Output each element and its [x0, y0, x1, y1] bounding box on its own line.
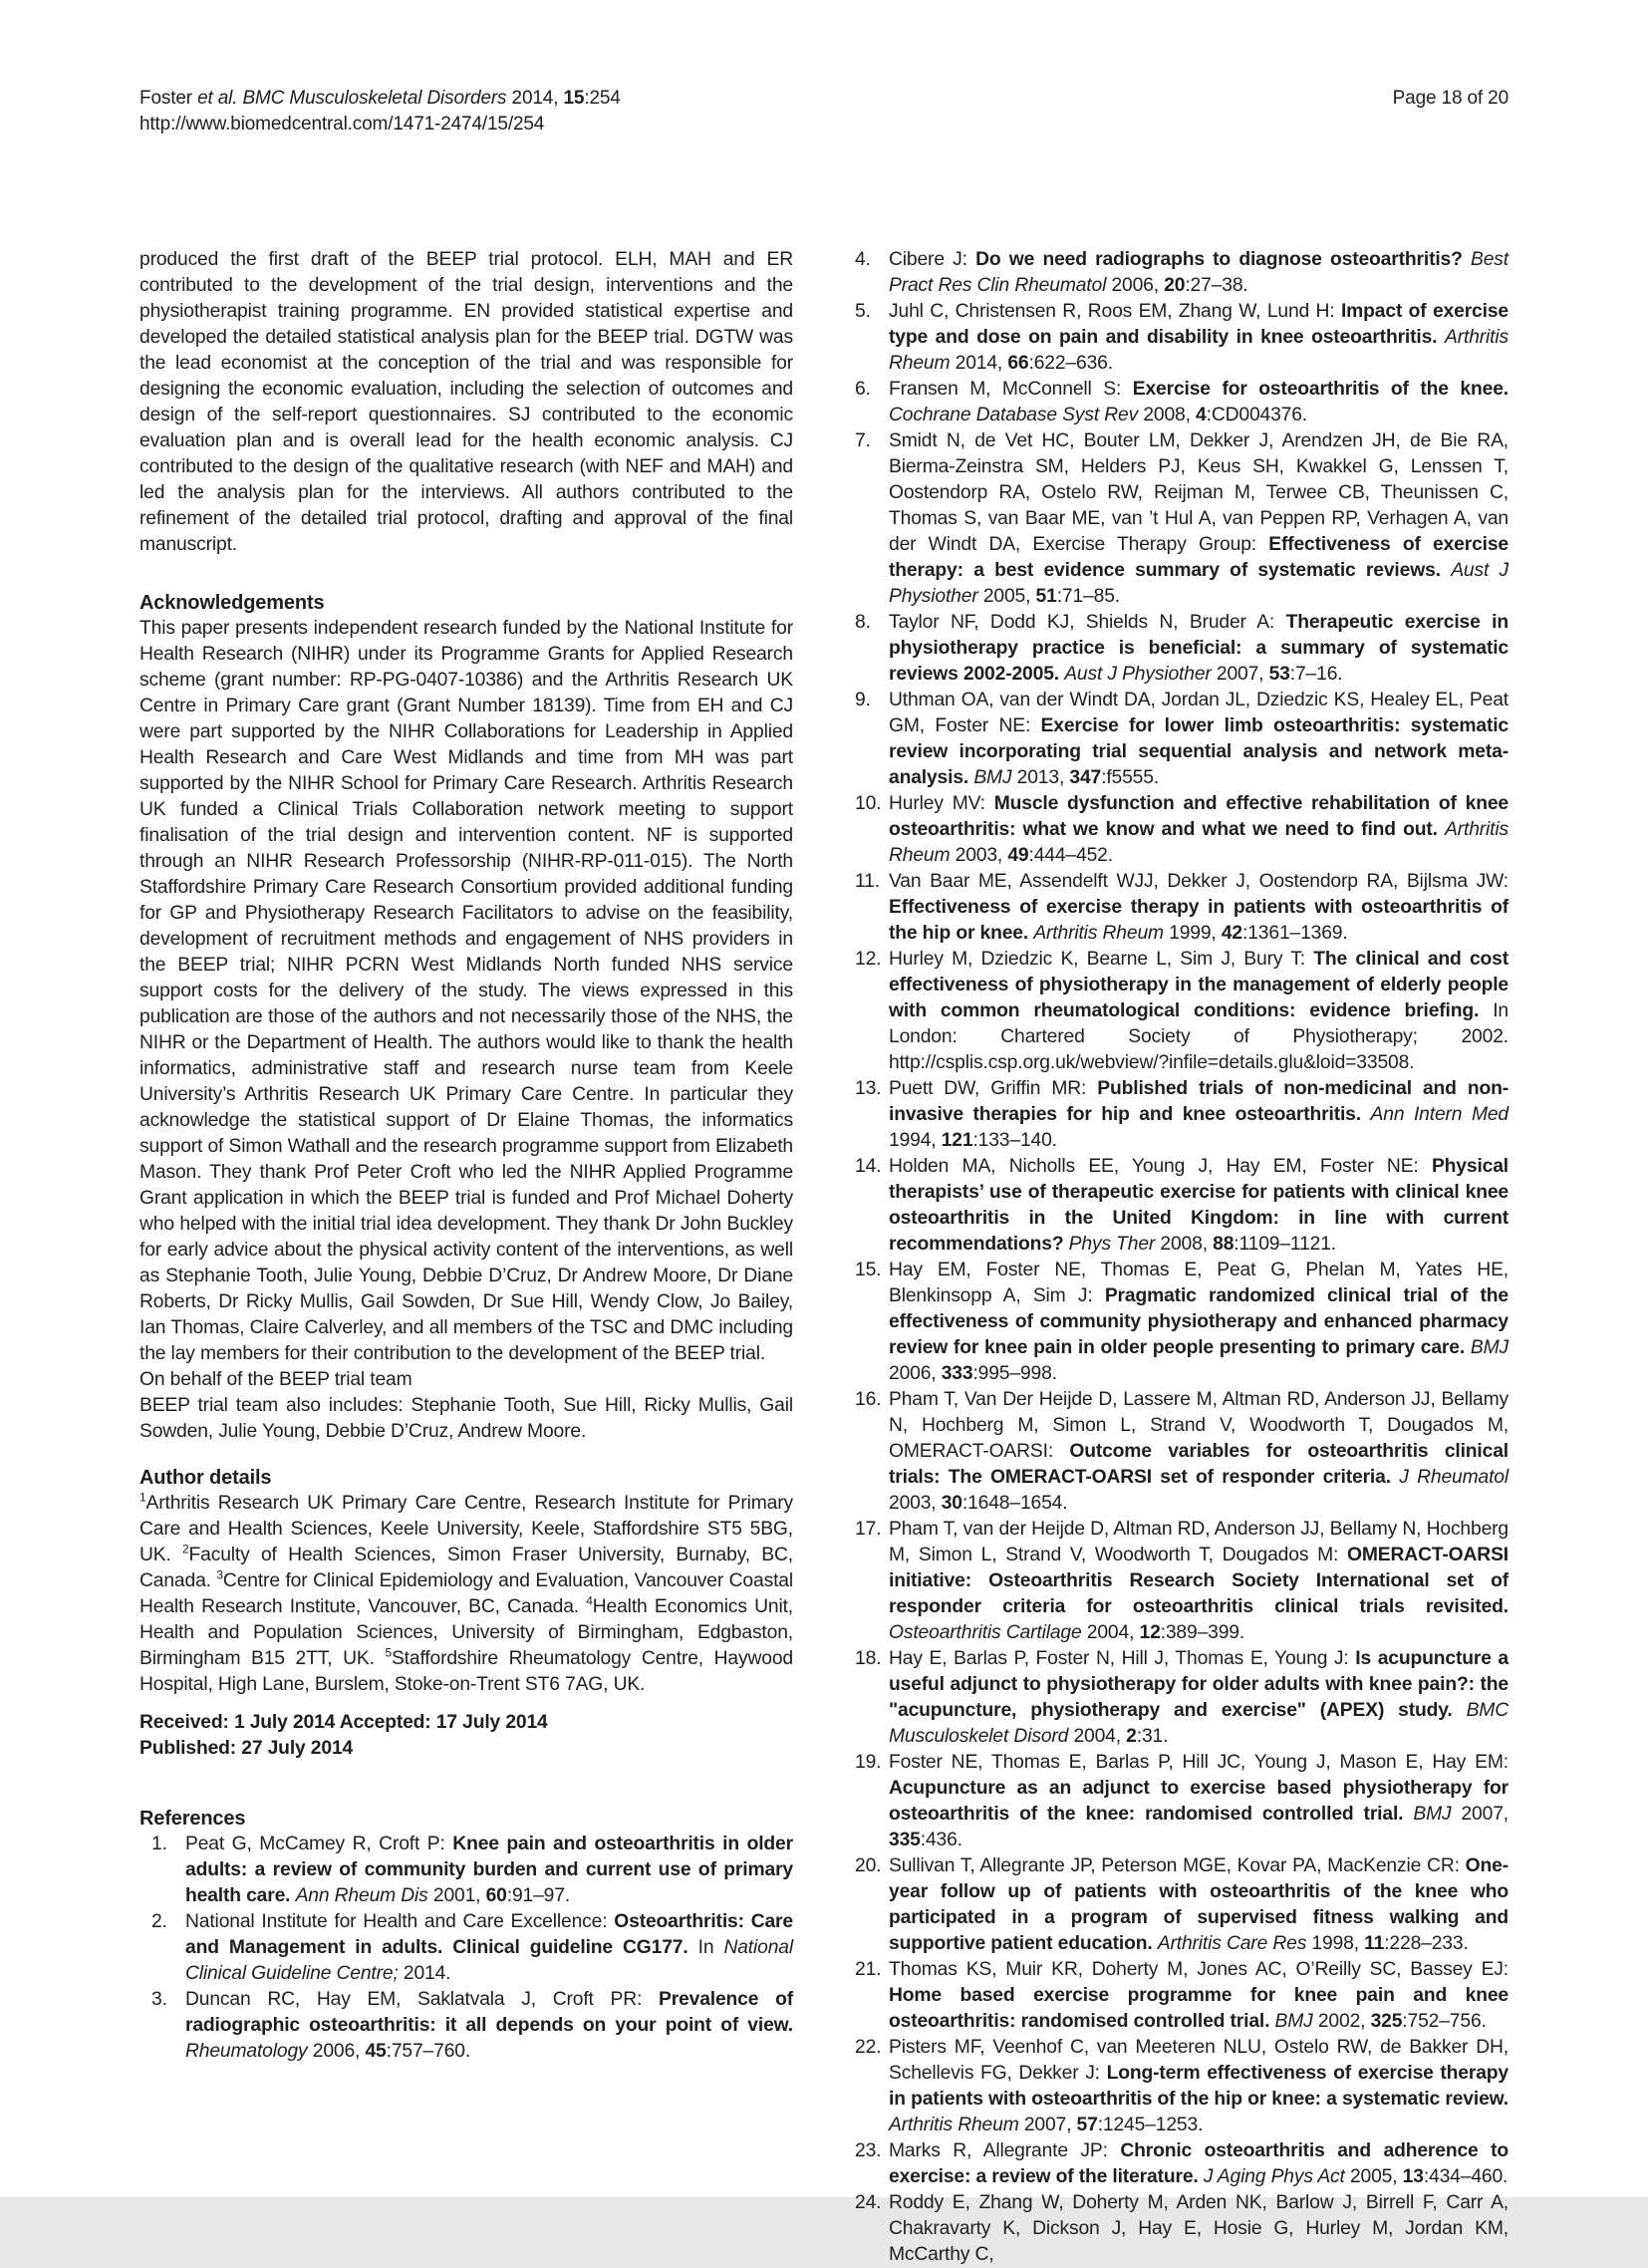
text-segment: 2014, [506, 88, 564, 109]
text-segment: OMERACT-OARSI initiative: Osteoarthritis Research Society International set of responder criteria for osteoarthritis clinical trials revisited. [889, 1545, 1509, 1617]
text-segment: 88 [1213, 1234, 1235, 1255]
page-number-label: Page 18 of 20 [1392, 88, 1509, 109]
reference-text [889, 610, 1509, 688]
text-segment: 57 [1076, 2115, 1098, 2135]
text-segment: Uthman OA, van der Windt DA, Jordan JL, Dziedzic KS, Healey EL, Peat GM, Foster NE: [889, 690, 1509, 736]
text-segment: 2003, [889, 1493, 942, 1514]
text-segment: Ann Rheum Dis [295, 1885, 433, 1906]
reference-text [185, 1987, 793, 2065]
reference-text [889, 1853, 1509, 1957]
text-segment: Exercise for osteoarthritis of the knee. [1132, 379, 1509, 400]
text-segment: Do we need radiographs to diagnose osteoarthritis? [975, 249, 1472, 270]
text-segment: Pisters MF, Veenhof C, van Meeteren NLU, Ostelo RW, de Bakker DH, Schellevis FG, Dekker J: [889, 2037, 1509, 2084]
text-segment: :91–97. [506, 1885, 571, 1906]
text-segment: Hay EM, Foster NE, Thomas E, Peat G, Phelan M, Yates HE, Blenkinsopp A, Sim J: [889, 1260, 1509, 1306]
text-segment: Peat G, McCamey R, Croft P: [185, 1834, 453, 1854]
reference-item [843, 377, 1509, 428]
reference-text [889, 688, 1509, 791]
text-segment: Muscle dysfunction and effective rehabilitation of knee osteoarthritis: what we know and what we need to find out. [889, 793, 1509, 840]
affiliations-paragraph [139, 1491, 793, 1698]
text-segment: Published trials of non-medicinal and non-invasive therapies for hip and knee osteoarthritis. [889, 1078, 1509, 1125]
text-segment: 335 [889, 1830, 921, 1850]
reference-number: 3. [151, 1989, 167, 2010]
text-segment: 66 [1007, 353, 1029, 374]
reference-text [889, 2138, 1509, 2190]
text-segment: :752–756. [1402, 2011, 1487, 2032]
text-segment: :71–85. [1056, 586, 1120, 607]
text-segment: :31. [1136, 1726, 1169, 1747]
text-segment: In London: Chartered Society of Physiotherapy; 2002. http://csplis.csp.org.uk/webview/?infile=details.glu&loid=33508. [889, 1000, 1509, 1073]
reference-text [889, 1258, 1509, 1387]
text-segment: 42 [1221, 923, 1243, 944]
text-segment: :444–452. [1028, 845, 1113, 866]
reference-item [843, 1517, 1509, 1646]
text-segment: Arthritis Rheum [889, 2115, 1024, 2135]
text-segment: 60 [485, 1885, 507, 1906]
text-segment: Holden MA, Nicholls EE, Young J, Hay EM, Foster NE: [889, 1156, 1432, 1177]
text-segment: 30 [941, 1493, 962, 1514]
text-segment: 325 [1370, 2011, 1403, 2032]
affiliation-superscript: 1 [139, 1490, 146, 1505]
affiliation-superscript: 2 [182, 1542, 189, 1557]
text-segment: 12 [1139, 1622, 1161, 1643]
text-segment: :1648–1654. [961, 1493, 1068, 1514]
reference-item [843, 947, 1509, 1076]
reference-text [889, 1076, 1509, 1154]
text-segment: Hurley MV: [889, 793, 994, 814]
reference-text [889, 1750, 1509, 1853]
reference-text [889, 428, 1509, 610]
reference-number: 6. [855, 379, 871, 400]
text-segment: Taylor NF, Dodd KJ, Shields N, Bruder A: [889, 612, 1286, 633]
reference-number: 14. [855, 1156, 882, 1177]
reference-number: 10. [855, 793, 882, 814]
text-segment: 11 [1364, 1933, 1385, 1954]
text-segment: Duncan RC, Hay EM, Saklatvala J, Croft PR: [185, 1989, 659, 2010]
references-heading: References [139, 1808, 246, 1830]
reference-number: 21. [855, 1959, 882, 1980]
text-segment: :1361–1369. [1242, 923, 1348, 944]
text-segment: Pragmatic randomized clinical trial of the effectiveness of community physiotherapy and enhanced pharmacy review for knee pain in older people presenting to primary care. [889, 1285, 1509, 1358]
reference-number: 5. [855, 301, 871, 322]
reference-number: 24. [855, 2192, 882, 2213]
text-segment: 2013, [1016, 767, 1070, 788]
reference-item [139, 1832, 793, 1909]
text-segment: Faculty of Health Sciences, Simon Fraser University, Burnaby, BC, Canada. [139, 1545, 793, 1591]
reference-text [889, 377, 1509, 428]
text-segment: 333 [941, 1363, 973, 1384]
reference-item [843, 791, 1509, 869]
text-segment: 53 [1268, 664, 1290, 685]
reference-number: 7. [855, 430, 871, 451]
text-segment: 2007, [1461, 1804, 1509, 1825]
text-segment: 1994, [889, 1130, 942, 1151]
text-segment: Chronic osteoarthritis and adherence to exercise: a review of the literature. [889, 2140, 1509, 2187]
text-segment: National Clinical Guideline Centre; [185, 1937, 793, 1984]
text-segment: :228–233. [1384, 1933, 1469, 1954]
published-line: Published: 27 July 2014 [139, 1738, 354, 1759]
text-segment: Aust J Physiother [1064, 664, 1217, 685]
text-segment: Osteoarthritis Cartilage [889, 1622, 1087, 1643]
text-segment: 121 [941, 1130, 973, 1151]
text-segment: Fransen M, McConnell S: [889, 379, 1133, 400]
reference-item [843, 2035, 1509, 2138]
text-segment: :CD004376. [1206, 405, 1308, 425]
text-segment: 2007, [1216, 664, 1269, 685]
text-segment: :1245–1253. [1097, 2115, 1204, 2135]
reference-list-left [139, 1832, 793, 2065]
left-column [139, 247, 793, 2268]
right-column [843, 247, 1509, 2268]
text-segment: :757–760. [386, 2041, 471, 2062]
acknowledgements-heading: Acknowledgements [139, 592, 325, 614]
text-segment: BMJ [973, 767, 1017, 788]
text-segment: In [697, 1937, 724, 1958]
text-segment: Roddy E, Zhang W, Doherty M, Arden NK, Barlow J, Birrell F, Carr A, Chakravarty K, Dickson J, Hay E, Hosie G, Hurley M, Jordan KM, McCarthy C, [889, 2192, 1509, 2265]
text-segment: Is acupuncture a useful adjunct to physiotherapy for older adults with knee pain?: the "acupuncture, physiotherapy and exercise" (APEX) study. [889, 1648, 1509, 1721]
reference-text [185, 1832, 793, 1909]
text-segment: Hurley M, Dziedzic K, Bearne L, Sim J, Bury T: [889, 949, 1314, 970]
reference-text [889, 1957, 1509, 2035]
text-segment: Smidt N, de Vet HC, Bouter LM, Dekker J, Arendzen JH, de Bie RA, Bierma-Zeinstra SM, Helders PJ, Keus SH, Kwakkel G, Lenssen T, Oostendorp RA, Ostelo RW, Reijman M, Terwee CB, Theunissen C, Thomas S, van Baar ME, van ’t Hul A, van Peppen RP, Verhagen A, van der Windt DA, Exercise Therapy Group: [889, 430, 1509, 555]
reference-number: 23. [855, 2140, 882, 2161]
text-segment: :27–38. [1185, 275, 1248, 296]
two-column-body [139, 247, 1509, 2268]
text-segment: J Aging Phys Act [1203, 2166, 1350, 2187]
affiliation-superscript: 5 [385, 1645, 392, 1660]
text-segment: 2014, [955, 353, 1008, 374]
text-segment: :434–460. [1423, 2166, 1509, 2187]
affiliation-superscript: 4 [586, 1593, 593, 1608]
reference-item [139, 1909, 793, 1987]
text-segment: BMJ [1470, 1337, 1509, 1358]
reference-text [889, 791, 1509, 869]
text-segment: Effectiveness of exercise therapy: a best evidence summary of systematic reviews. [889, 534, 1509, 581]
reference-item [843, 247, 1509, 299]
page-header [139, 86, 1509, 138]
text-segment: :133–140. [972, 1130, 1057, 1151]
text-segment: Exercise for lower limb osteoarthritis: systematic review incorporating trial sequential analysis and network meta-analysis. [889, 715, 1509, 788]
text-segment: BMJ [1274, 2011, 1318, 2032]
text-segment: 13 [1402, 2166, 1424, 2187]
text-segment: Foster NE, Thomas E, Barlas P, Hill JC, Young J, Mason E, Hay EM: [889, 1752, 1509, 1773]
reference-number: 12. [855, 949, 882, 970]
reference-text [889, 299, 1509, 377]
text-segment: 2 [1126, 1726, 1137, 1747]
text-segment: :1109–1121. [1234, 1234, 1336, 1255]
text-segment: Health Economics Unit, Health and Population Sciences, University of Birmingham, Edgbaston, Birmingham B15 2TT, UK. [139, 1596, 793, 1669]
text-segment: Cochrane Database Syst Rev [889, 405, 1144, 425]
text-segment: Staffordshire Rheumatology Centre, Haywood Hospital, High Lane, Burslem, Stoke-on-Trent ST6 7AG, UK. [139, 1648, 793, 1695]
reference-item [843, 1258, 1509, 1387]
text-segment: :995–998. [972, 1363, 1057, 1384]
text-segment: :254 [584, 88, 621, 109]
text-segment: :622–636. [1028, 353, 1113, 374]
text-segment: Arthritis Rheum [889, 819, 1509, 866]
reference-item [843, 1750, 1509, 1853]
text-segment: 2006, [312, 2041, 366, 2062]
received-accepted-line: Received: 1 July 2014 Accepted: 17 July 2014 [139, 1712, 548, 1733]
text-segment: 20 [1164, 275, 1186, 296]
text-segment: :389–399. [1160, 1622, 1245, 1643]
text-segment: 1998, [1311, 1933, 1365, 1954]
text-segment: Therapeutic exercise in physiotherapy practice is beneficial: a summary of systematic reviews 2002-2005. [889, 612, 1509, 685]
text-segment: 1999, [1169, 923, 1222, 944]
behalf-line: On behalf of the BEEP trial team [139, 1369, 412, 1390]
reference-text [889, 2190, 1509, 2268]
reference-text [185, 1909, 793, 1987]
text-segment: 4 [1196, 405, 1207, 425]
text-segment: Home based exercise programme for knee pain and knee osteoarthritis: randomised controlled trial. [889, 1985, 1509, 2032]
text-segment: Best Pract Res Clin Rheumatol [889, 249, 1509, 296]
reference-text [889, 1154, 1509, 1258]
text-segment: Prevalence of radiographic osteoarthritis: it all depends on your point of view. [185, 1989, 793, 2036]
reference-item [843, 299, 1509, 377]
text-segment: J Rheumatol [1399, 1467, 1510, 1488]
reference-list-right [843, 247, 1509, 2268]
reference-number: 11. [855, 871, 880, 892]
reference-number: 4. [855, 249, 871, 270]
text-segment: 2008, [1160, 1234, 1214, 1255]
text-segment: 347 [1069, 767, 1102, 788]
text-segment: 2004, [1073, 1726, 1127, 1747]
text-segment: et al. BMC Musculoskeletal Disorders [197, 88, 507, 109]
affiliation-superscript: 3 [216, 1567, 223, 1582]
reference-text [889, 869, 1509, 947]
trial-team-line: BEEP trial team also includes: Stephanie Tooth, Sue Hill, Ricky Mullis, Gail Sowden, Julie Young, Debbie D’Cruz, Andrew Moore. [139, 1395, 793, 1442]
reference-item [139, 1987, 793, 2065]
reference-text [889, 947, 1509, 1076]
acknowledgements-paragraph: This paper presents independent research funded by the National Institute for Health Research (NIHR) under its Programme Grants for Applied Research scheme (grant number: RP-PG-0407-10386) and the Arthritis Research UK Centre in Primary Care grant (Grant Number 18139). Time from EH and CJ were part supported by the NIHR Collaborations for Leadership in Applied Health Research and Care West Midlands and time from MH was part supported by the NIHR School for Primary Care Research. Arthritis Research UK funded a Clinical Trials Collaboration network meeting to support finalisation of the trial design and intervention content. NF is supported through an NIHR Research Professorship (NIHR-RP-011-015). The North Staffordshire Primary Care Research Consortium provided additional funding for GP and Physiotherapy Research Facilitators to advise on the feasibility, development of recruitment methods and engagement of NHS providers in the BEEP trial; NIHR PCRN West Midlands North funded NHS service support costs for the delivery of the study. The views expressed in this publication are those of the authors and not necessarily those of the NHS, the NIHR or the Department of Health. The authors would like to thank the health informatics, administrative staff and research nurse team from Keele University’s Arthritis Research UK Primary Care Centre. In particular they acknowledge the statistical support of Dr Elaine Thomas, the informatics support of Simon Wathall and the research programme support from Elizabeth Mason. They thank Prof Peter Croft who led the NIHR Applied Programme Grant application in which the BEEP trial is funded and Prof Michael Doherty who helped with the initial trial idea development. They thank Dr John Buckley for early advice about the physical activity content of the interventions, as well as Stephanie Tooth, Julie Young, Debbie D’Cruz, Dr Andrew Moore, Dr Diane Roberts, Dr Ricky Mullis, Gail Sowden, Dr Sue Hill, Wendy Clow, Jo Bailey, Ian Thomas, Claire Calverley, and all members of the TSC and DMC including the lay members for their contribution to the development of the BEEP trial. [139, 618, 793, 1364]
text-segment: The clinical and cost effectiveness of physiotherapy in the management of elderly people with common rheumatological conditions: evidence briefing. [889, 949, 1509, 1021]
text-segment: Phys Ther [1068, 1234, 1161, 1255]
reference-number: 2. [151, 1911, 167, 1932]
text-segment: 2014. [403, 1963, 451, 1984]
reference-number: 18. [855, 1648, 882, 1669]
authors-contributions-paragraph: produced the first draft of the BEEP trial protocol. ELH, MAH and ER contributed to the development of the trial design, interventions and the physiotherapist training programme. EN provided statistical expertise and developed the detailed statistical analysis plan for the BEEP trial. DGTW was the lead economist at the conception of the trial and was responsible for designing the economic evaluation, including the selection of outcomes and design of the self-report questionnaires. SJ contributed to the economic evaluation plan and is overall lead for the health economic analysis. CJ contributed to the design of the qualitative research (with NEF and MAH) and led the analysis plan for the interviews. All authors contributed to the refinement of the detailed trial protocol, drafting and approval of the final manuscript. [139, 249, 793, 555]
text-segment: 2008, [1143, 405, 1197, 425]
reference-number: 8. [855, 612, 871, 633]
reference-item [843, 1387, 1509, 1517]
text-segment: :f5555. [1101, 767, 1160, 788]
text-segment: Pham T, Van Der Heijde D, Lassere M, Altman RD, Anderson JJ, Bellamy N, Hochberg M, Simon L, Strand V, Woodworth T, Dougados M, OMERACT-OARSI: [889, 1389, 1509, 1462]
reference-item [843, 1853, 1509, 1957]
reference-text [889, 1646, 1509, 1750]
running-head [139, 86, 621, 138]
text-segment: Sullivan T, Allegrante JP, Peterson MGE, Kovar PA, MacKenzie CR: [889, 1855, 1466, 1876]
reference-item [843, 1646, 1509, 1750]
text-segment: 49 [1007, 845, 1029, 866]
text-segment: 45 [365, 2041, 387, 2062]
text-segment: Acupuncture as an adjunct to exercise based physiotherapy for osteoarthritis of the knee: randomised controlled trial. [889, 1778, 1509, 1825]
text-segment: Puett DW, Griffin MR: [889, 1078, 1098, 1099]
text-segment: 2002, [1317, 2011, 1371, 2032]
reference-number: 22. [855, 2037, 882, 2058]
text-segment: BMC Musculoskelet Disord [889, 1700, 1509, 1747]
text-segment: Rheumatology [185, 2041, 313, 2062]
reference-item [843, 1076, 1509, 1154]
text-segment: :7–16. [1289, 664, 1343, 685]
reference-text [889, 247, 1509, 299]
reference-number: 19. [855, 1752, 882, 1773]
text-segment: Osteoarthritis: Care and Management in adults. Clinical guideline CG177. [185, 1911, 793, 1958]
reference-number: 20. [855, 1855, 882, 1876]
dates-block [139, 1710, 793, 1762]
text-segment: 2005, [1349, 2166, 1403, 2187]
text-segment: Pham T, van der Heijde D, Altman RD, Anderson JJ, Bellamy N, Hochberg M, Simon L, Strand V, Woodworth T, Dougados M: [889, 1519, 1509, 1565]
text-segment: Long-term effectiveness of exercise therapy in patients with osteoarthritis of the hip or knee: a systematic review. [889, 2063, 1509, 2110]
text-segment: Arthritis Rheum [1033, 923, 1170, 944]
reference-number: 17. [855, 1519, 882, 1540]
text-segment: 2005, [982, 586, 1036, 607]
reference-text [889, 2035, 1509, 2138]
reference-item [843, 610, 1509, 688]
text-segment: Physical therapists’ use of therapeutic exercise for patients with clinical knee osteoarthritis in the United Kingdom: in line with current recommendations? [889, 1156, 1509, 1255]
reference-item [843, 869, 1509, 947]
reference-number: 16. [855, 1389, 882, 1410]
reference-number: 15. [855, 1260, 882, 1280]
text-segment: 2006, [1111, 275, 1165, 296]
reference-number: 13. [855, 1078, 882, 1099]
text-segment: Foster [139, 88, 198, 109]
text-segment: 2006, [889, 1363, 942, 1384]
text-segment: 51 [1035, 586, 1057, 607]
text-segment: Hay E, Barlas P, Foster N, Hill J, Thomas E, Young J: [889, 1648, 1356, 1669]
text-segment: Centre for Clinical Epidemiology and Evaluation, Vancouver Coastal Health Research Institute, Vancouver, BC, Canada. [139, 1570, 793, 1617]
text-segment: Arthritis Research UK Primary Care Centre, Research Institute for Primary Care and Health Sciences, Keele University, Keele, Staffordshire ST5 5BG, UK. [139, 1493, 793, 1565]
text-segment: 15 [563, 88, 585, 109]
text-segment: Outcome variables for osteoarthritis clinical trials: The OMERACT-OARSI set of responder criteria. [889, 1441, 1509, 1488]
reference-text [889, 1517, 1509, 1646]
text-segment: Arthritis Care Res [1157, 1933, 1312, 1954]
text-segment: Knee pain and osteoarthritis in older adults: a review of community burden and current use of primary health care. [185, 1834, 793, 1906]
reference-item [843, 428, 1509, 610]
text-segment: Juhl C, Christensen R, Roos EM, Zhang W, Lund H: [889, 301, 1341, 322]
text-segment: :436. [920, 1830, 962, 1850]
text-segment: One-year follow up of patients with osteoarthritis of the knee who participated in a program of supervised fitness walking and supportive patient education. [889, 1855, 1509, 1954]
text-segment: National Institute for Health and Care Excellence: [185, 1911, 615, 1932]
text-segment: 2001, [432, 1885, 486, 1906]
text-segment: 2007, [1023, 2115, 1077, 2135]
reference-item [843, 2138, 1509, 2190]
citation-line [139, 86, 621, 112]
text-segment: 2004, [1086, 1622, 1140, 1643]
reference-item [843, 1957, 1509, 2035]
text-segment: Cibere J: [889, 249, 976, 270]
reference-number: 1. [151, 1834, 167, 1854]
author-details-heading: Author details [139, 1467, 272, 1489]
text-segment: Aust J Physiother [889, 560, 1509, 607]
text-segment: Marks R, Allegrante JP: [889, 2140, 1121, 2161]
text-segment: BMJ [1413, 1804, 1462, 1825]
text-segment: Impact of exercise type and dose on pain and disability in knee osteoarthritis. [889, 301, 1509, 348]
text-segment: Arthritis Rheum [889, 327, 1509, 374]
text-segment: Effectiveness of exercise therapy in patients with osteoarthritis of the hip or knee. [889, 897, 1509, 944]
text-segment: 2003, [955, 845, 1008, 866]
text-segment: Thomas KS, Muir KR, Doherty M, Jones AC, O’Reilly SC, Bassey EJ: [889, 1959, 1509, 1980]
reference-item [843, 1154, 1509, 1258]
text-segment: Van Baar ME, Assendelft WJJ, Dekker J, Oostendorp RA, Bijlsma JW: [889, 871, 1509, 892]
journal-url: http://www.biomedcentral.com/1471-2474/15/254 [139, 114, 545, 135]
reference-item [843, 2190, 1509, 2268]
reference-item [843, 688, 1509, 791]
reference-number: 9. [855, 690, 871, 710]
reference-text [889, 1387, 1509, 1517]
text-segment: Ann Intern Med [1370, 1104, 1510, 1125]
